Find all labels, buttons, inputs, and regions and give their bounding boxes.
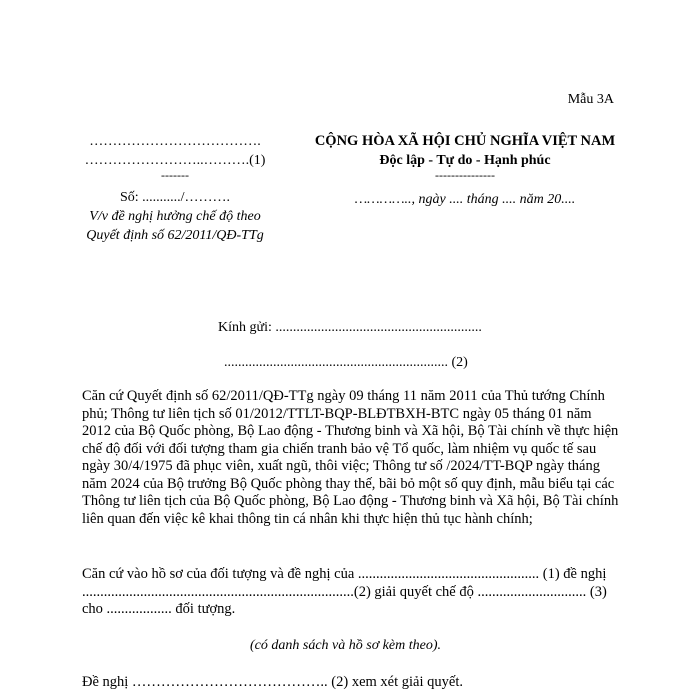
form-code: Mẫu 3A [567, 92, 614, 107]
agency-line-2: ……………………..……….(1) [84, 153, 266, 168]
paragraph-2: Căn cứ vào hồ sơ của đối tượng và đề nghị của .................................................. (1) đề nghị ...........................................................................(2) giải quyết chế độ .............................. (3) cho .................. đối tượng. [82, 566, 607, 617]
request-line: Đề nghị ………………………………….. (2) xem xét giải quyết. [82, 674, 463, 690]
recipient-line: Kính gửi: ........................................................... [218, 320, 482, 335]
request-basis-paragraph [82, 566, 622, 619]
agency-line-1: ………………………………. [89, 134, 261, 149]
subject-line-2: Quyết định số 62/2011/QĐ-TTg [86, 228, 264, 243]
left-header [70, 132, 280, 245]
right-divider: --------------- [435, 168, 495, 182]
national-motto: Độc lập - Tự do - Hạnh phúc [379, 153, 551, 168]
left-divider: ------- [161, 168, 189, 182]
place-date-line: ………….., ngày .... tháng .... năm 20.... [354, 192, 576, 207]
paragraph-1: Căn cứ Quyết định số 62/2011/QĐ-TTg ngày 09 tháng 11 năm 2011 của Thủ tướng Chính phủ; Thông tư liên tịch số 01/2012/TTLT-BQP-BLĐTBXH-BTC ngày 05 tháng 01 năm 2012 của Bộ Quốc phòng, Bộ Lao động - Thương binh và Xã hội, Bộ Tài chính về thực hiện chế độ đối với đối tượng tham gia chiến tranh bảo vệ Tổ quốc, làm nhiệm vụ quốc tế sau ngày 30/4/1975 đã phục viên, xuất ngũ, thôi việc; Thông tư số /2024/TT-BQP ngày tháng năm 2024 của Bộ trưởng Bộ Quốc phòng thay thế, bãi bỏ một số quy định, mẫu biểu tại các Thông tư liên tịch của Bộ Quốc phòng, Bộ Lao động - Thương binh và Xã hội, Bộ Tài chính liên quan đến việc kê khai thông tin cá nhân khi thực hiện thủ tục hành chính; [82, 388, 619, 527]
attachment-note: (có danh sách và hồ sơ kèm theo). [250, 638, 441, 653]
document-number: Số: .........../………. [119, 190, 231, 205]
recipient-line-2: ................................................................ (2) [224, 355, 468, 370]
nation-title: CỘNG HÒA XÃ HỘI CHỦ NGHĨA VIỆT NAM [314, 133, 616, 149]
subject-line-1: V/v đề nghị hưởng chế độ theo [89, 209, 261, 224]
legal-basis-paragraph [82, 388, 622, 528]
right-header [290, 132, 640, 209]
